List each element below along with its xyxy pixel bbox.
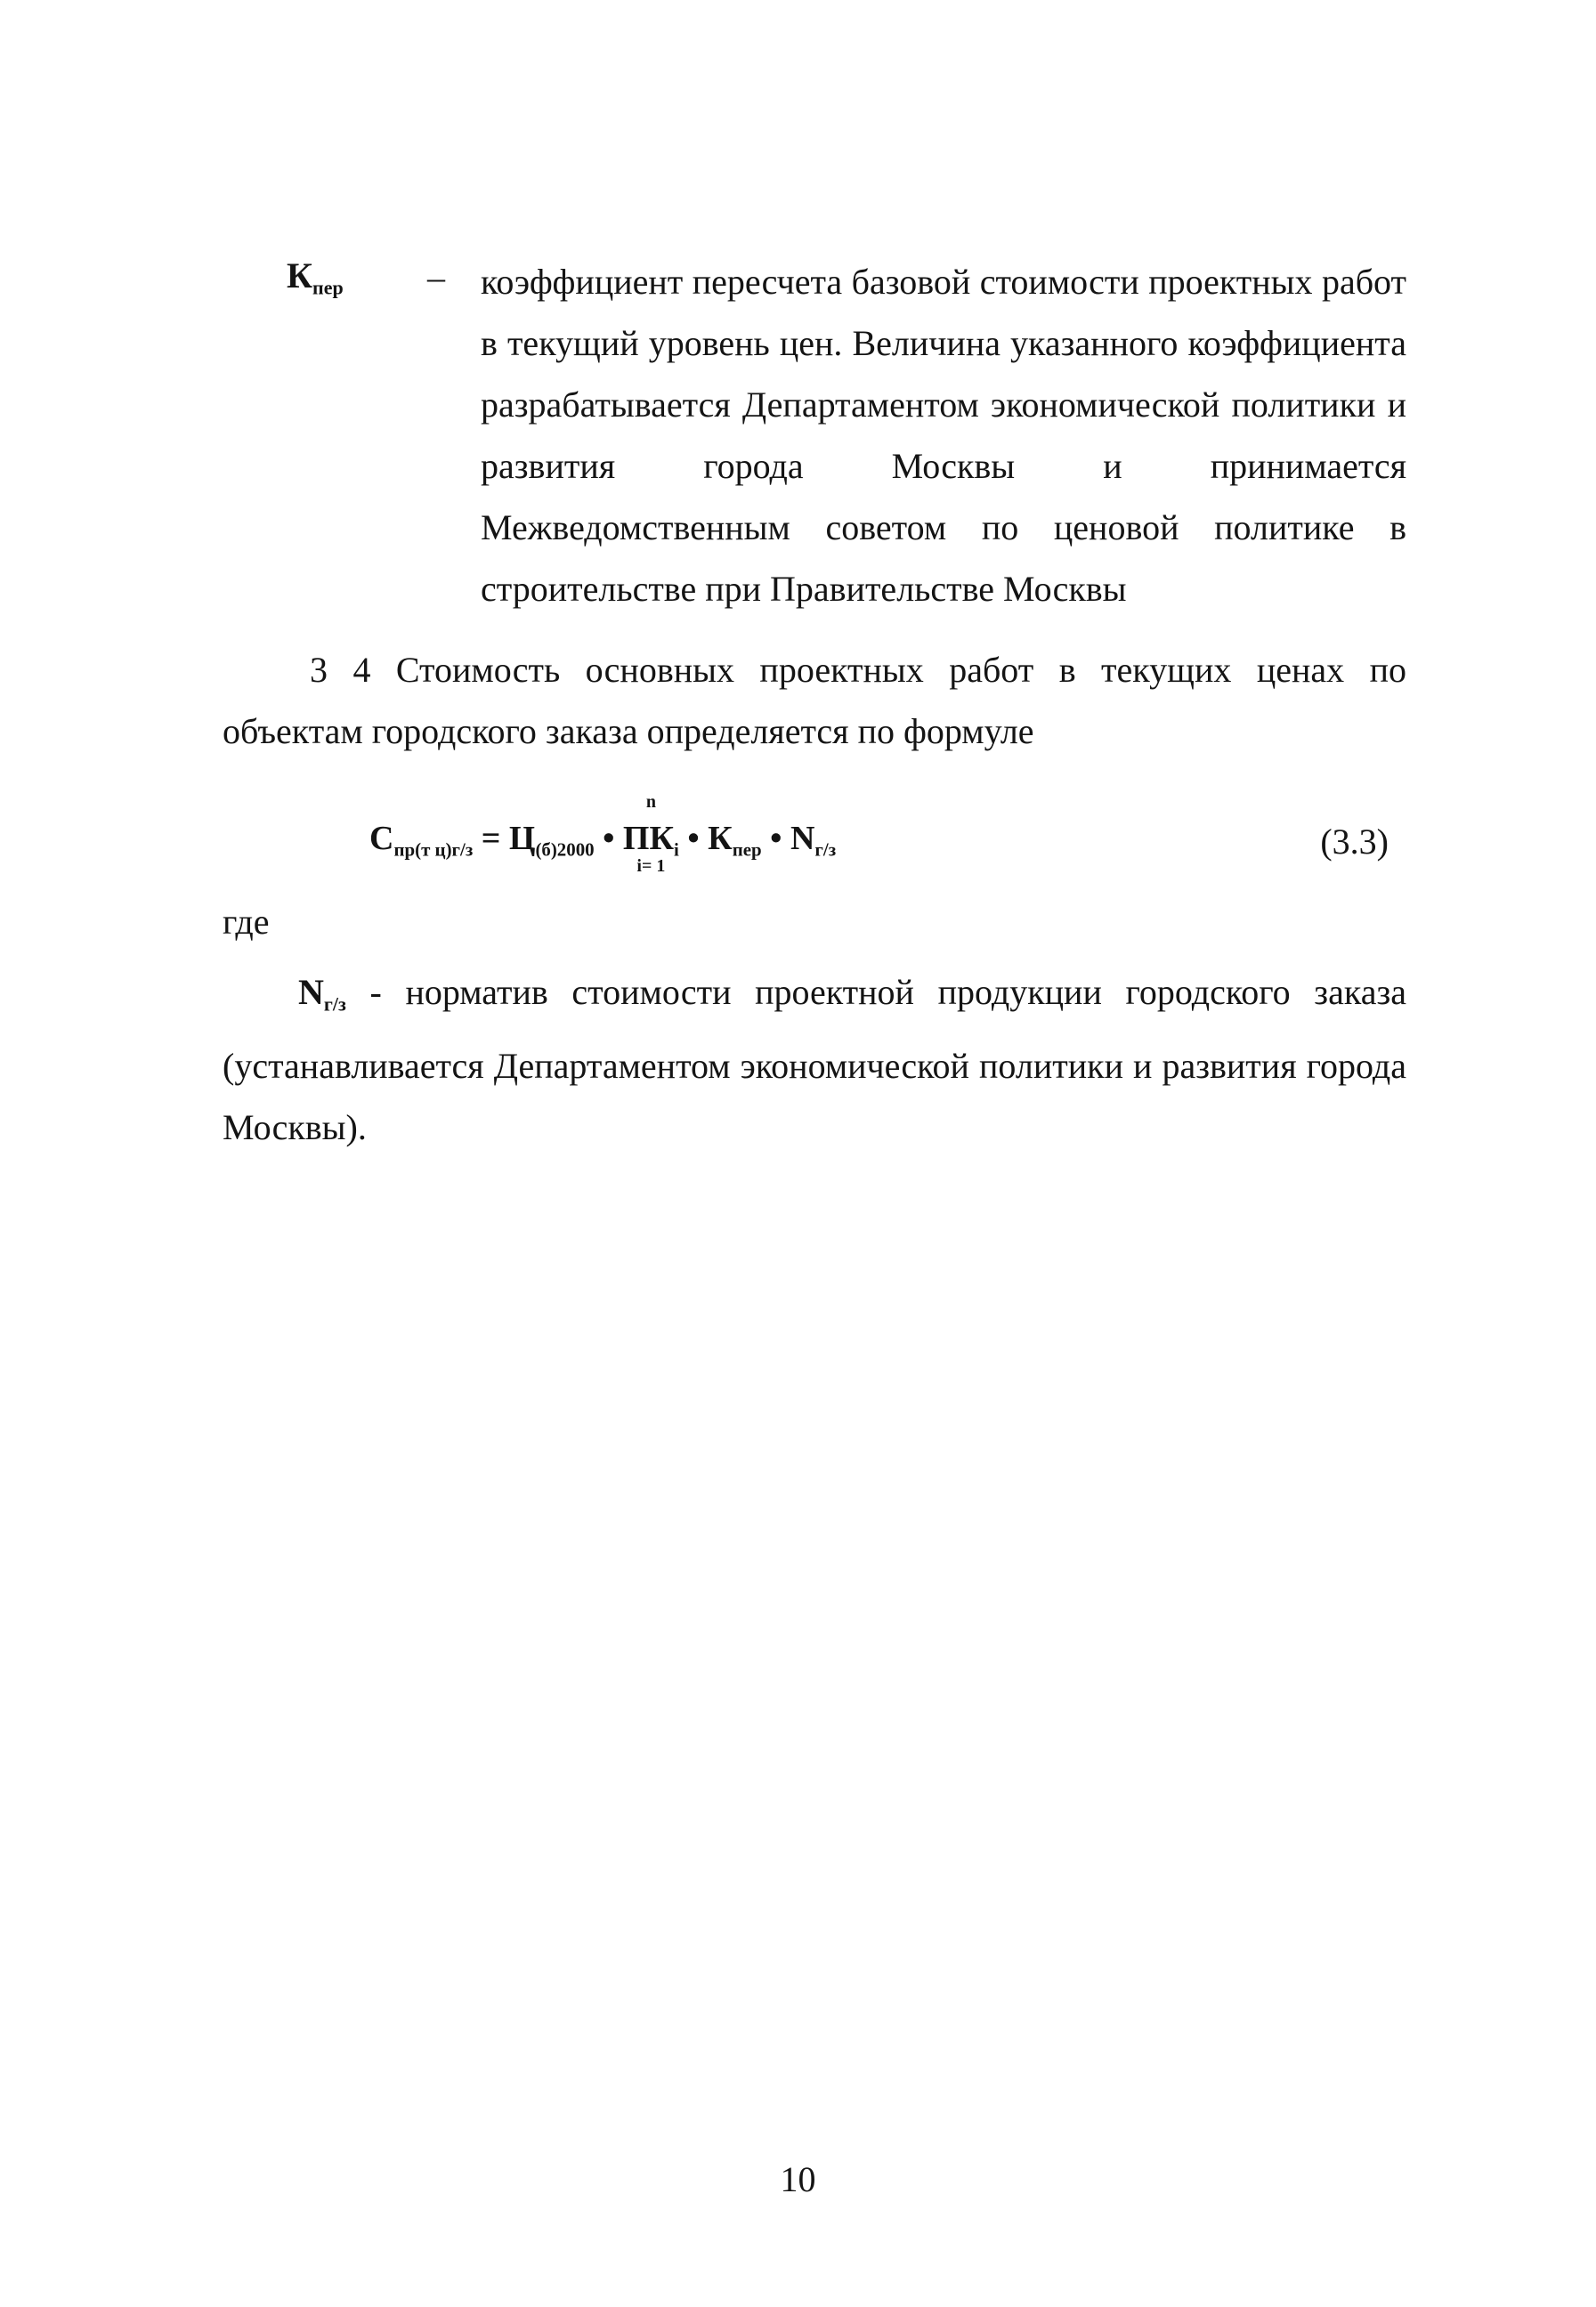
equation-number: (3.3): [1320, 822, 1389, 862]
product-operator: n $ПК_i$ i= 1: [622, 792, 679, 876]
n-symbol: $N_{г/з}$: [298, 972, 346, 1016]
definition-dash: –: [427, 257, 445, 297]
paragraph-3-4: 3 4 Стоимость основных проектных работ в текущих ценах по объектам городского заказа определяется по формуле: [223, 650, 1406, 751]
k-per-symbol: $К_{пер}$: [287, 255, 344, 299]
n-definition: $N_{г/з}$ - норматив стоимости проектной продукции городского заказа (устанавливается Департаментом экономической политики и развития города Москвы).: [223, 972, 1406, 1147]
where-label: где: [223, 902, 270, 942]
formula-expression: $С_{пр(т ц)г/з} = Ц_{(б)2000}$ • n $ПК_i$ i= 1 • $К_{пер}$ • $N_{г/з}$: [369, 792, 837, 876]
k-per-definition-text: коэффициент пересчета базовой стоимости проектных работ в текущий уровень цен. Величина указанного коэффициента разрабатывается Департаментом экономической политики и развития города Москвы и принимается Межведомственным советом по ценовой политике в строительстве при Правительстве Москвы: [481, 262, 1406, 609]
page-number: 10: [780, 2159, 816, 2199]
formula-3-3: [223, 792, 1406, 908]
